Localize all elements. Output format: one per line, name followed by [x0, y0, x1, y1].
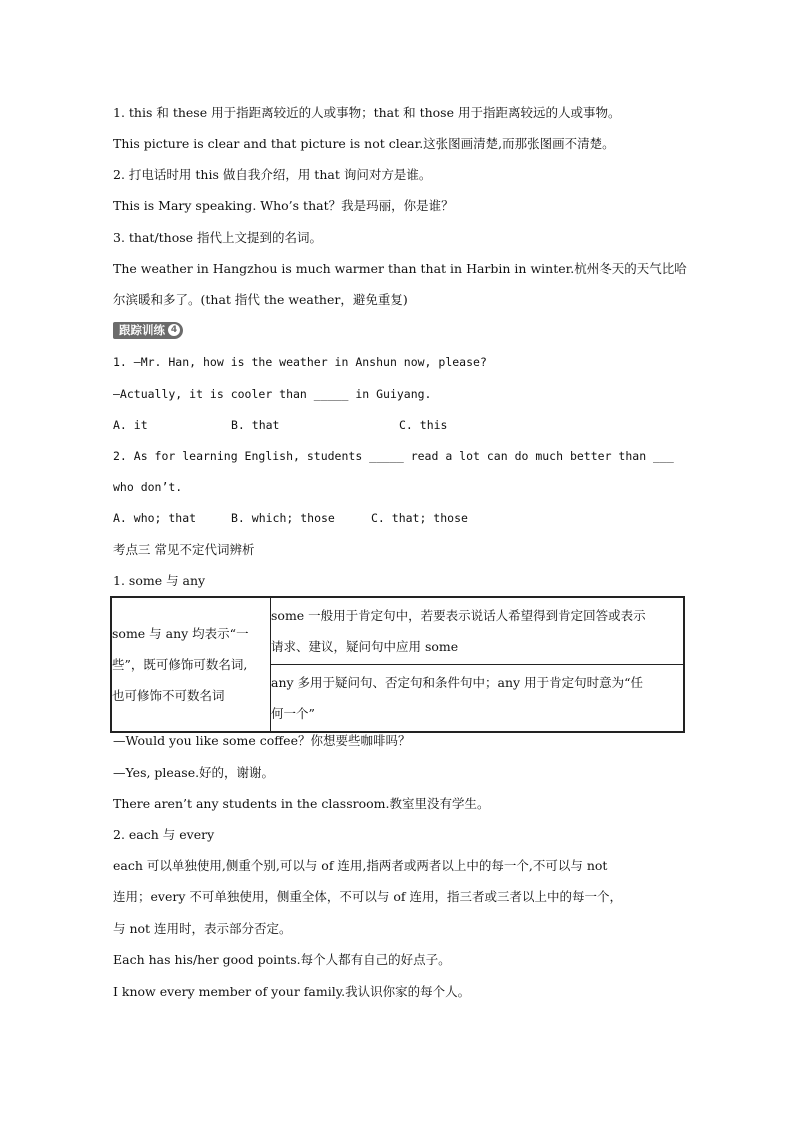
example-2: —Yes, please.好的，谢谢。 — [113, 765, 275, 780]
example-5: I know every member of your family.我认识你家的每个人。 — [113, 984, 471, 999]
exercise-q2-line1: 2. As for learning English, students _____ read a lot can do much better than ___ — [113, 449, 674, 463]
some-rule-line-1: some 一般用于肯定句中，若要表示说话人希望得到肯定回答或表示 — [271, 608, 646, 623]
some-rule-line-2: 请求、建议，疑问句中应用 some — [271, 639, 459, 654]
para-line-2: 连用；every 不可单独使用，侧重全体，不可以与 of 连用，指三者或三者以上中的每一个， — [113, 889, 622, 904]
option-a: A. who; that — [113, 511, 197, 525]
subheading-some-any: 1. some 与 any — [113, 573, 206, 588]
table-any-cell — [271, 665, 685, 733]
line-5: 3. that/those 指代上文提到的名词。 — [113, 230, 323, 245]
example-4: Each has his/her good points.每个人都有自己的好点子。 — [113, 952, 451, 967]
para-line-3: 与 not 连用时，表示部分否定。 — [113, 921, 292, 936]
exercise-q2-line2: who don’t. — [113, 480, 183, 494]
example-1: —Would you like some coffee？你想要些咖啡吗？ — [113, 733, 411, 748]
table-left-line-3: 也可修饰不可数名词 — [112, 688, 225, 703]
option-c: C. this — [399, 418, 448, 432]
table-left-cell — [111, 597, 271, 732]
badge-label: 跟踪训练 — [119, 323, 165, 337]
any-rule-line-2: 何一个” — [271, 706, 315, 721]
option-c: C. that; those — [371, 511, 468, 525]
table-some-cell — [271, 597, 685, 665]
badge-number: 4 — [168, 324, 180, 336]
example-3: There aren’t any students in the classroom.教室里没有学生。 — [113, 796, 490, 811]
any-rule-line-1: any 多用于疑问句、否定句和条件句中；any 用于肯定句时意为“任 — [271, 675, 643, 690]
option-b: B. that — [231, 418, 280, 432]
line-7: 尔滨暖和多了。(that 指代 the weather，避免重复) — [113, 292, 408, 307]
para-line-1: each 可以单独使用,侧重个别,可以与 of 连用,指两者或两者以上中的每一个,不可以与 not — [113, 858, 608, 873]
line-4: This is Mary speaking. Who’s that？我是玛丽，你是谁？ — [113, 198, 454, 213]
line-1: 1. this 和 these 用于指距离较近的人或事物；that 和 those 用于指距离较远的人或事物。 — [113, 105, 621, 120]
table-left-line-1: some 与 any 均表示“一 — [112, 626, 249, 641]
line-6: The weather in Hangzhou is much warmer than that in Harbin in winter.杭州冬天的天气比哈 — [113, 261, 687, 276]
comparison-table — [110, 596, 685, 733]
table-left-line-2: 些”，既可修饰可数名词, — [112, 657, 248, 672]
option-a: A. it — [113, 418, 148, 432]
exercise-q1-line2: —Actually, it is cooler than _____ in Guiyang. — [113, 387, 432, 401]
option-b: B. which; those — [231, 511, 335, 525]
section-title: 考点三 常见不定代词辨析 — [113, 542, 255, 557]
subheading-each-every: 2. each 与 every — [113, 827, 215, 842]
tracking-practice-badge — [113, 322, 183, 339]
line-2: This picture is clear and that picture is not clear.这张图画清楚,而那张图画不清楚。 — [113, 136, 615, 151]
exercise-q1-line1: 1. —Mr. Han, how is the weather in Anshun now, please? — [113, 355, 487, 369]
line-3: 2. 打电话时用 this 做自我介绍，用 that 询问对方是谁。 — [113, 167, 432, 182]
